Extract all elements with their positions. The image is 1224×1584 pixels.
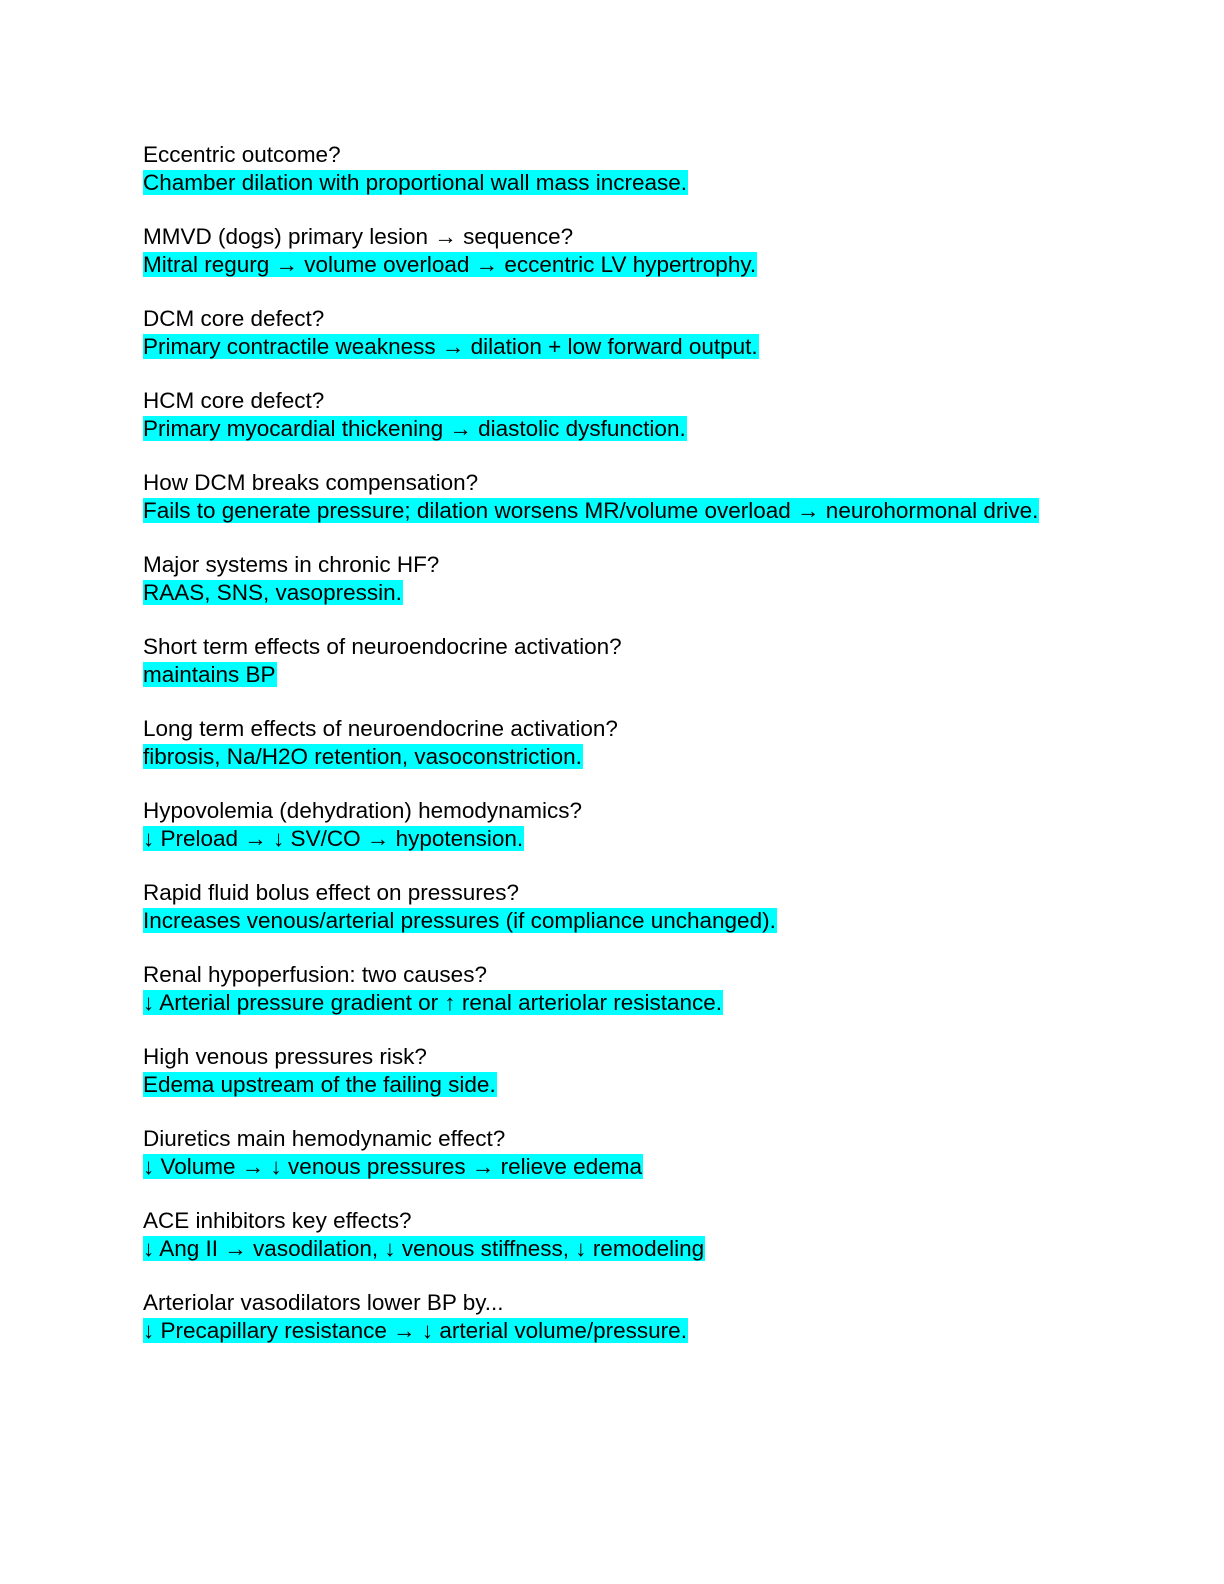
question-text: High venous pressures risk?: [143, 1044, 427, 1069]
answer-highlight: RAAS, SNS, vasopressin.: [143, 580, 402, 605]
question-text: DCM core defect?: [143, 306, 325, 331]
answer-highlight: ↓ Precapillary resistance → ↓ arterial volume/pressure.: [143, 1318, 687, 1343]
qa-item: [143, 879, 1043, 935]
answer-highlight: ↓ Ang II → vasodilation, ↓ venous stiffness, ↓ remodeling: [143, 1236, 705, 1261]
answer-line: [143, 1153, 1043, 1181]
answer-line: [143, 989, 1043, 1017]
answer-highlight: Fails to generate pressure; dilation worsens MR/volume overload → neurohormonal drive.: [143, 498, 1039, 523]
qa-item: [143, 961, 1043, 1017]
answer-highlight: Increases venous/arterial pressures (if compliance unchanged).: [143, 908, 776, 933]
qa-item: [143, 387, 1043, 443]
answer-line: [143, 907, 1043, 935]
answer-highlight: Mitral regurg → volume overload → eccentric LV hypertrophy.: [143, 252, 757, 277]
qa-item: [143, 715, 1043, 771]
question-text: Major systems in chronic HF?: [143, 552, 440, 577]
answer-highlight: Chamber dilation with proportional wall mass increase.: [143, 170, 687, 195]
qa-item: [143, 551, 1043, 607]
answer-line: [143, 1235, 1043, 1263]
answer-highlight: Edema upstream of the failing side.: [143, 1072, 496, 1097]
answer-highlight: Primary contractile weakness → dilation + low forward output.: [143, 334, 758, 359]
answer-line: [143, 415, 1043, 443]
question-text: Eccentric outcome?: [143, 142, 341, 167]
qa-item: [143, 797, 1043, 853]
question-text: Hypovolemia (dehydration) hemodynamics?: [143, 798, 582, 823]
qa-item: [143, 1289, 1043, 1345]
qa-item: [143, 633, 1043, 689]
answer-highlight: ↓ Preload → ↓ SV/CO → hypotension.: [143, 826, 524, 851]
question-text: Short term effects of neuroendocrine activation?: [143, 634, 622, 659]
qa-item: [143, 1125, 1043, 1181]
answer-highlight: ↓ Volume → ↓ venous pressures → relieve edema: [143, 1154, 642, 1179]
document-page: [143, 141, 1043, 1371]
answer-line: [143, 251, 1043, 279]
qa-item: [143, 223, 1043, 279]
answer-line: [143, 661, 1043, 689]
answer-line: [143, 825, 1043, 853]
question-text: Rapid fluid bolus effect on pressures?: [143, 880, 520, 905]
qa-item: [143, 141, 1043, 197]
answer-highlight: Primary myocardial thickening → diastolic dysfunction.: [143, 416, 686, 441]
answer-line: [143, 497, 1043, 525]
question-text: ACE inhibitors key effects?: [143, 1208, 412, 1233]
qa-item: [143, 1207, 1043, 1263]
qa-item: [143, 469, 1043, 525]
answer-highlight: ↓ Arterial pressure gradient or ↑ renal arteriolar resistance.: [143, 990, 723, 1015]
question-text: HCM core defect?: [143, 388, 325, 413]
question-text: How DCM breaks compensation?: [143, 470, 479, 495]
question-text: Arteriolar vasodilators lower BP by...: [143, 1290, 504, 1315]
qa-item: [143, 305, 1043, 361]
answer-line: [143, 1071, 1043, 1099]
answer-highlight: fibrosis, Na/H2O retention, vasoconstriction.: [143, 744, 582, 769]
question-text: MMVD (dogs) primary lesion → sequence?: [143, 224, 574, 249]
answer-line: [143, 333, 1043, 361]
question-text: Long term effects of neuroendocrine activation?: [143, 716, 618, 741]
answer-highlight: maintains BP: [143, 662, 276, 687]
question-text: Diuretics main hemodynamic effect?: [143, 1126, 506, 1151]
qa-item: [143, 1043, 1043, 1099]
question-text: Renal hypoperfusion: two causes?: [143, 962, 487, 987]
answer-line: [143, 579, 1043, 607]
answer-line: [143, 1317, 1043, 1345]
answer-line: [143, 169, 1043, 197]
answer-line: [143, 743, 1043, 771]
